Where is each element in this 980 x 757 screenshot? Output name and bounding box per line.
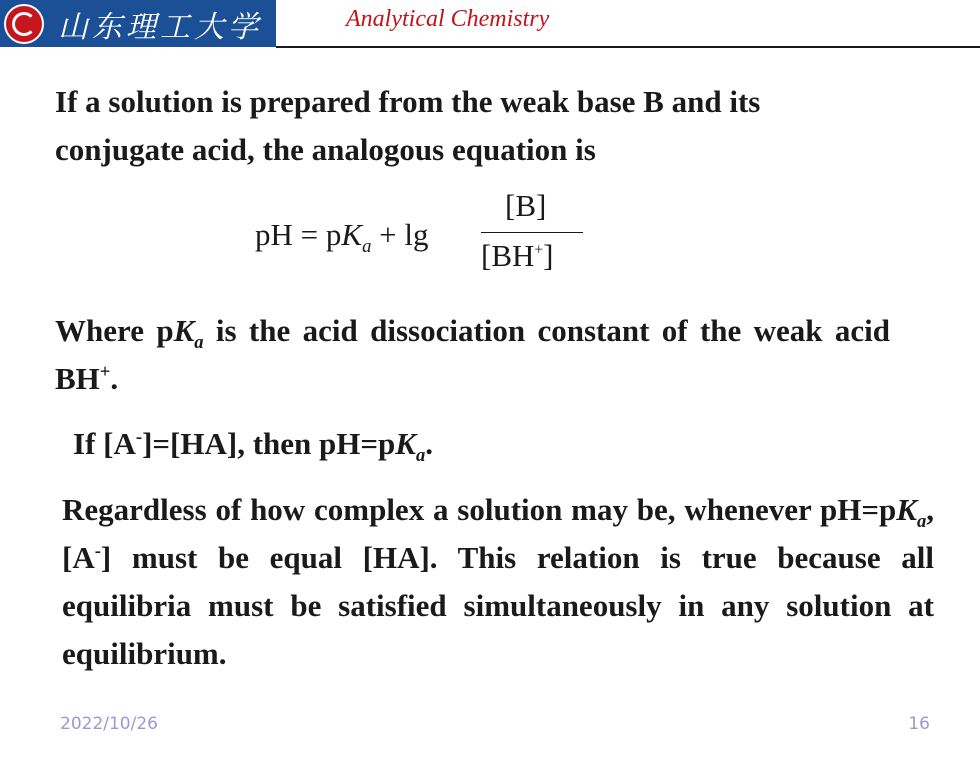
header-divider (276, 46, 980, 48)
course-title: Analytical Chemistry (346, 6, 550, 32)
henderson-hasselbalch-equation (255, 188, 595, 288)
university-logo-banner (0, 0, 276, 47)
slide-header (0, 0, 980, 48)
equilibrium-paragraph: Regardless of how complex a solution may be, whenever $pH=pK_a$, [A-] must be equal [HA]. This relation is true because all equilibria must be satisfied simultaneously in any solution at equilibrium. (62, 492, 934, 671)
university-seal-icon (4, 4, 44, 44)
equation-numerator: [B] (505, 188, 547, 223)
slide-date: 2022/10/26 (60, 714, 158, 734)
equation-lhs: pH = $pK_a + \lg$ (255, 217, 429, 258)
slide-page-number: 16 (908, 714, 930, 734)
intro-paragraph: If a solution is prepared from the weak base B and its conjugate acid, the analogous equation is (55, 84, 761, 167)
equation-denominator: [BH+] (481, 238, 554, 273)
equal-concentration-paragraph: If [A-]=[HA], then $pH=pK_a$. (73, 426, 434, 467)
fraction-bar (481, 232, 583, 233)
pka-definition-paragraph: Where $pK_a$ is the acid dissociation constant of the weak acid BH+. (55, 313, 890, 396)
university-name: 山东理工大学 (58, 9, 262, 45)
